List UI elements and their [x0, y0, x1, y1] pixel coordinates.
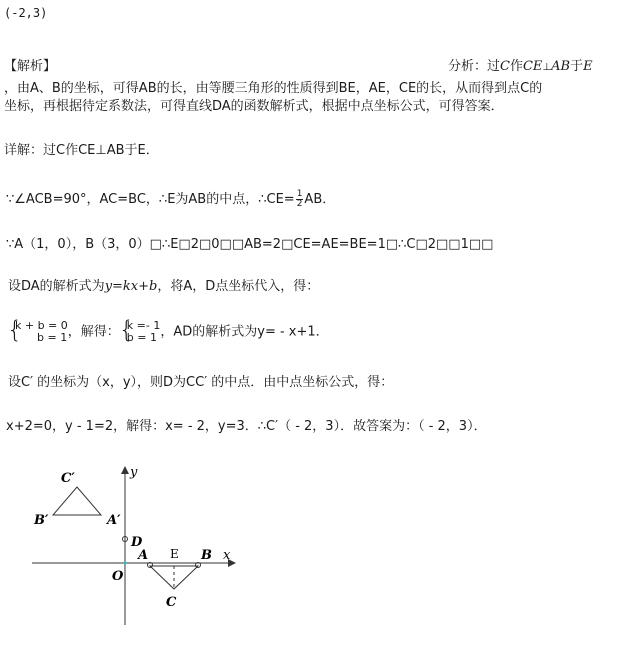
analysis-line-3: 坐标，再根据待定系数法，可得直线DA的函数解析式，根据中点坐标公式，可得答案．: [4, 99, 504, 114]
step-5: 设C′ 的坐标为（x，y），则D为CC′ 的中点．由中点坐标公式，得：: [8, 375, 394, 390]
label-e: E: [170, 547, 179, 561]
step-2: ∵A（1，0），B（3，0）□∴E□2□0□□AB=2□CE=AE=BE=1□∴C□2□□1□□: [6, 237, 494, 252]
label-x-axis: x: [223, 548, 231, 563]
analysis-line-1: 分析：过C作CE⊥AB于E: [448, 59, 593, 74]
equation-system-1: { k + b = 0 b = 1: [8, 320, 68, 344]
label-a: A: [138, 548, 149, 563]
label-c-prime: C′: [61, 471, 75, 486]
label-a-prime: A′: [107, 513, 121, 528]
step-3: 设DA的解析式为y=kx+b，将A，D点坐标代入，得：: [8, 279, 320, 294]
triangle-a-prime-b-prime-c-prime: [53, 487, 101, 515]
step-4: { k + b = 0 b = 1 ，解得： { k =- 1 b = 1 ，AD的解析式为y= - x+1．: [8, 320, 329, 345]
detail-line: 详解：过C作CE⊥AB于E．: [4, 143, 159, 158]
label-c: C: [166, 595, 177, 610]
step-1: ∵∠ACB=90°，AC=BC，∴E为AB的中点，∴CE= $\frac{1}{2}$ AB．: [6, 189, 336, 209]
label-d: D: [131, 535, 143, 550]
label-b: B: [201, 548, 212, 563]
short-answer: (-2,3): [4, 6, 48, 20]
label-b-prime: B′: [34, 513, 49, 528]
step-6: x+2=0，y - 1=2，解得：x= - 2，y=3．∴C′（ - 2，3）．故答案为：（ - 2，3）．: [6, 419, 487, 434]
label-y-axis: y: [130, 465, 138, 480]
label-o: O: [112, 569, 124, 584]
fraction-half: $\frac{1}{2}$: [296, 189, 303, 209]
analysis-line-2: ，由A、B的坐标，可得AB的长，由等腰三角形的性质得到BE，AE，CE的长，从而得到点C的: [4, 81, 543, 96]
point-o: [124, 562, 127, 565]
y-axis-arrow: [121, 466, 129, 474]
solution-header: 【解析】: [4, 59, 57, 74]
equation-system-2: { k =- 1 b = 1: [120, 320, 161, 344]
